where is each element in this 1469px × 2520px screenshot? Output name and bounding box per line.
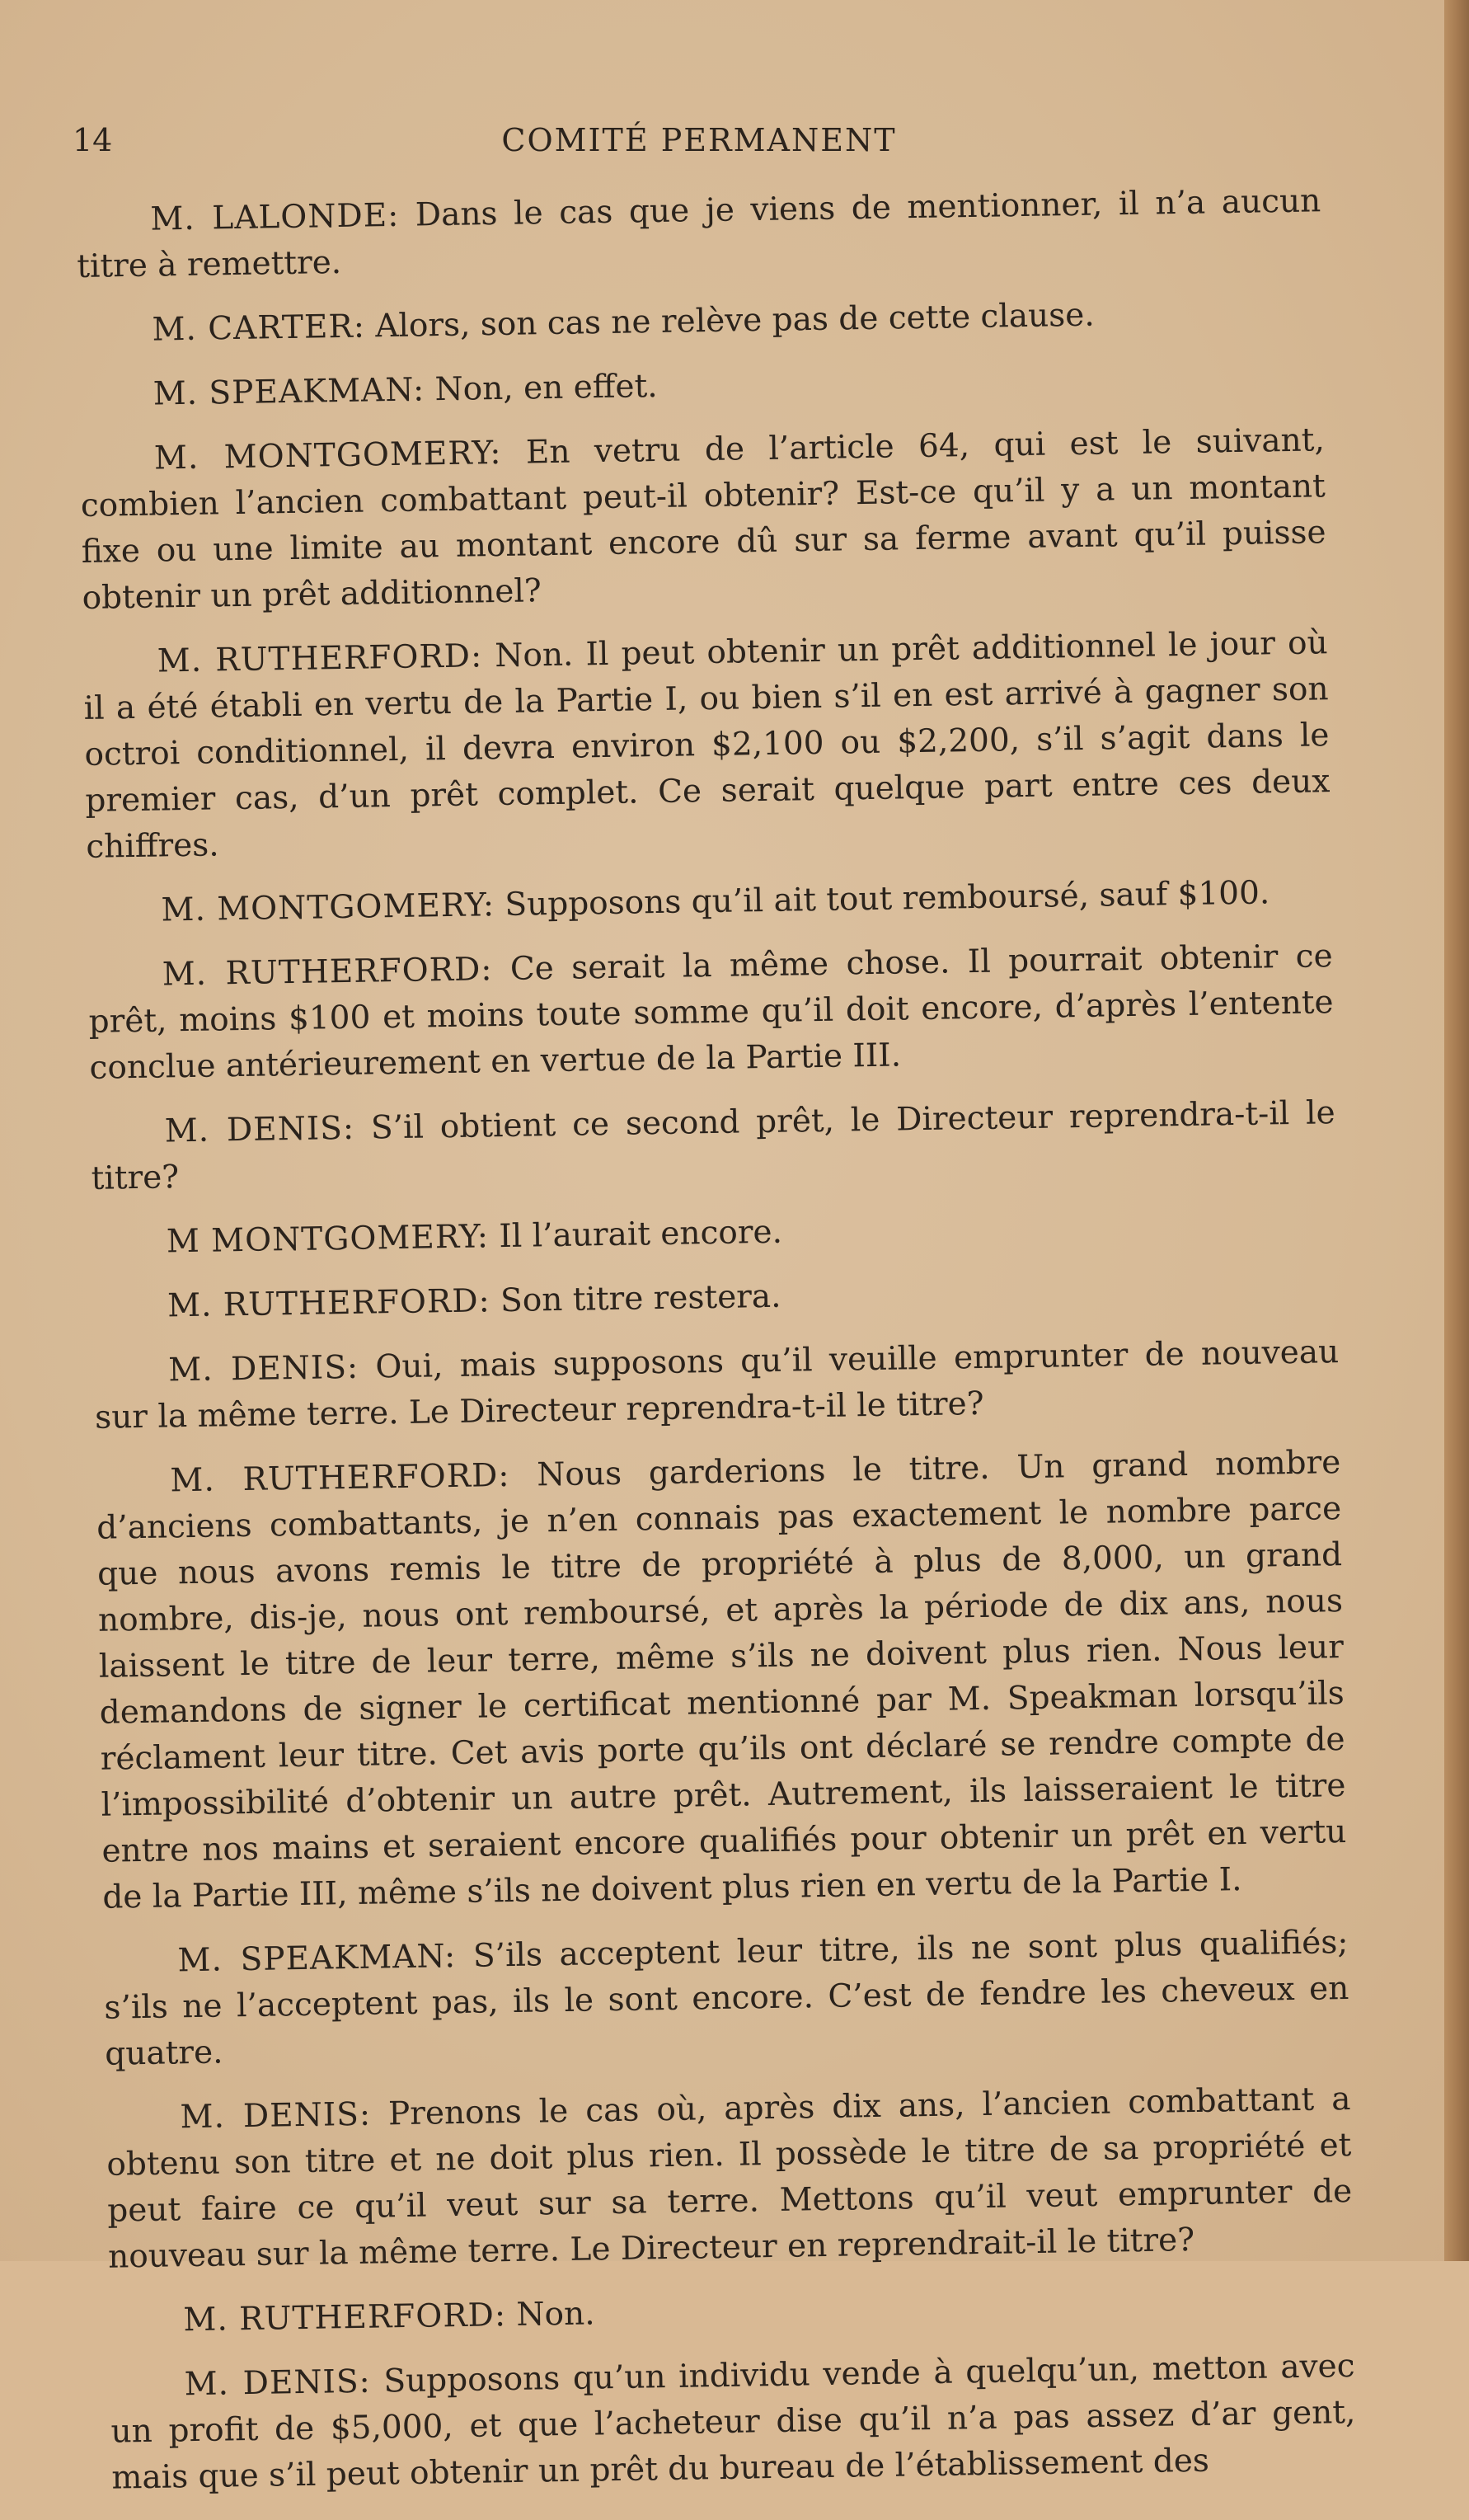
speaker-name: M. DENIS: [184, 2362, 372, 2404]
paragraph [87, 933, 1334, 1092]
paragraph [92, 1201, 1337, 1267]
paragraph [110, 2344, 1356, 2502]
paragraph-text: Alors, son cas ne relève pas de cette clause. [364, 296, 1096, 346]
paragraph [87, 869, 1332, 935]
paragraph-text: Non. [505, 2295, 595, 2334]
speaker-name: M. SPEAKMAN: [153, 371, 425, 413]
paragraph-text: S’il obtient ce second prêt, le Directeur reprendra-t-il le titre? [91, 1094, 1335, 1197]
paragraph [103, 1920, 1349, 2078]
paragraph [106, 2076, 1353, 2281]
paragraph-text: Supposons qu’il ait tout remboursé, sauf $100. [494, 874, 1270, 924]
page-header [73, 122, 1326, 172]
paragraph-text: Non, en effet. [424, 367, 658, 409]
paragraph-text: Il l’aurait encore. [488, 1213, 783, 1256]
paragraph-text: Ce serait la même chose. Il pourrait obtenir ce prêt, moins $100 et moins toute somme qu’il doit encore, d’après l’entente conclue antérieurement en vertue de la Partie III. [88, 938, 1334, 1087]
paragraph [93, 1265, 1339, 1331]
paragraph-text: Supposons qu’un individu vende à quelqu’un, metton avec un profit de $5,000, et que l’acheteur dise qu’il n’a pas assez d’ar gent, mais que s’il peut obtenir un prêt du bureau de l’établissement des [110, 2347, 1356, 2497]
speaker-name: M MONTGOMERY: [166, 1218, 490, 1261]
paragraph [76, 178, 1322, 290]
speaker-name: M. RUTHERFORD: [170, 1456, 510, 1500]
speaker-name: M. DENIS: [167, 1348, 359, 1389]
paragraph-text: Dans le cas que je viens de mentionner, il n’a aucun titre à remettre. [76, 182, 1321, 285]
paragraph-text: Non. Il peut obtenir un prêt additionnel le jour où il a été établi en vertu de la Partie I, ou bien s’il en est arrivé à gagner son octroi conditionnel, il devra environ $2,100 ou $2,200, s’il s’agit dans le premier cas, d’un prêt complet. Ce serait quelque part entre ces deux chiffres. [83, 624, 1331, 866]
paragraph [77, 289, 1323, 355]
paragraph-text: S’ils acceptent leur titre, ils ne sont plus qualifiés; s’ils ne l’acceptent pas, ils le sont encore. C’est de fendre les cheveux en quatre. [104, 1924, 1349, 2073]
paragraph-text: Nous garderions le titre. Un grand nombre d’anciens combattants, je n’en connais pas exactement le nombre parce que nous avons remis le titre de propriété à plus de 8,000, un grand nombre, dis-je, nous ont remboursé, et après la période de dix ans, nous laissent le titre de leur terre, même s’ils ne doivent plus rien. Nous leur demandons de signer le certificat mentionné par M. Speakman lorsqu’ils réclament leur titre. Cet avis porte qu’ils ont déclaré se rendre compte de l’impossibilité d’obtenir un autre prêt. Autrement, ils laisseraient le titre entre nos mains et seraient encore qualifiés pour obtenir un prêt en vertu de la Partie III, même s’ils ne doivent plus rien en vertu de la Partie I. [96, 1444, 1347, 1916]
paragraph [96, 1440, 1348, 1921]
transcript-body [76, 178, 1357, 2519]
speaker-name: M. DENIS: [180, 2095, 372, 2137]
speaker-name: M. MONTGOMERY: [153, 434, 502, 477]
speaker-name: M. RUTHERFORD: [183, 2297, 507, 2339]
book-spine-edge [1444, 0, 1469, 2261]
paragraph [94, 1329, 1340, 1441]
speaker-name: M. RUTHERFORD: [162, 951, 493, 994]
speaker-name: M. RUTHERFORD: [157, 637, 483, 680]
paragraph [82, 620, 1331, 871]
paragraph-text: Oui, mais supposons qu’il veuille emprunter de nouveau sur la même terre. Le Directeur reprendra-t-il le titre? [94, 1333, 1340, 1436]
paragraph [109, 2279, 1354, 2345]
paragraph-text: Prenons le cas où, après dix ans, l’ancien combattant a obtenu son titre et ne doit plus rien. Il possède le titre de sa propriété et peut faire ce qu’il veut sur sa terre. Mettons qu’il veut emprunter de nouveau sur la même terre. Le Directeur en reprendrait-il le titre? [106, 2080, 1353, 2276]
speaker-name: M. DENIS: [164, 1109, 355, 1150]
page-number: 14 [73, 122, 113, 158]
speaker-name: M. MONTGOMERY: [161, 886, 495, 929]
speaker-name: M. CARTER: [152, 308, 366, 349]
paragraph-text: En vetru de l’article 64, qui est le suivant, combien l’ancien combattant peut-il obtenir? Est-ce qu’il y a un montant fixe ou une limite au montant encore dû sur sa ferme avant qu’il puisse obtenir un prêt additionnel? [80, 421, 1326, 617]
paragraph [80, 417, 1327, 622]
paragraph [90, 1090, 1336, 1202]
speaker-name: M. SPEAKMAN: [177, 1938, 457, 1980]
running-title: COMITÉ PERMANENT [501, 122, 897, 158]
speaker-name: M. LALONDE: [150, 196, 400, 238]
paragraph [78, 353, 1324, 419]
speaker-name: M. RUTHERFORD: [167, 1282, 491, 1325]
paragraph-text: Son titre restera. [490, 1277, 781, 1320]
